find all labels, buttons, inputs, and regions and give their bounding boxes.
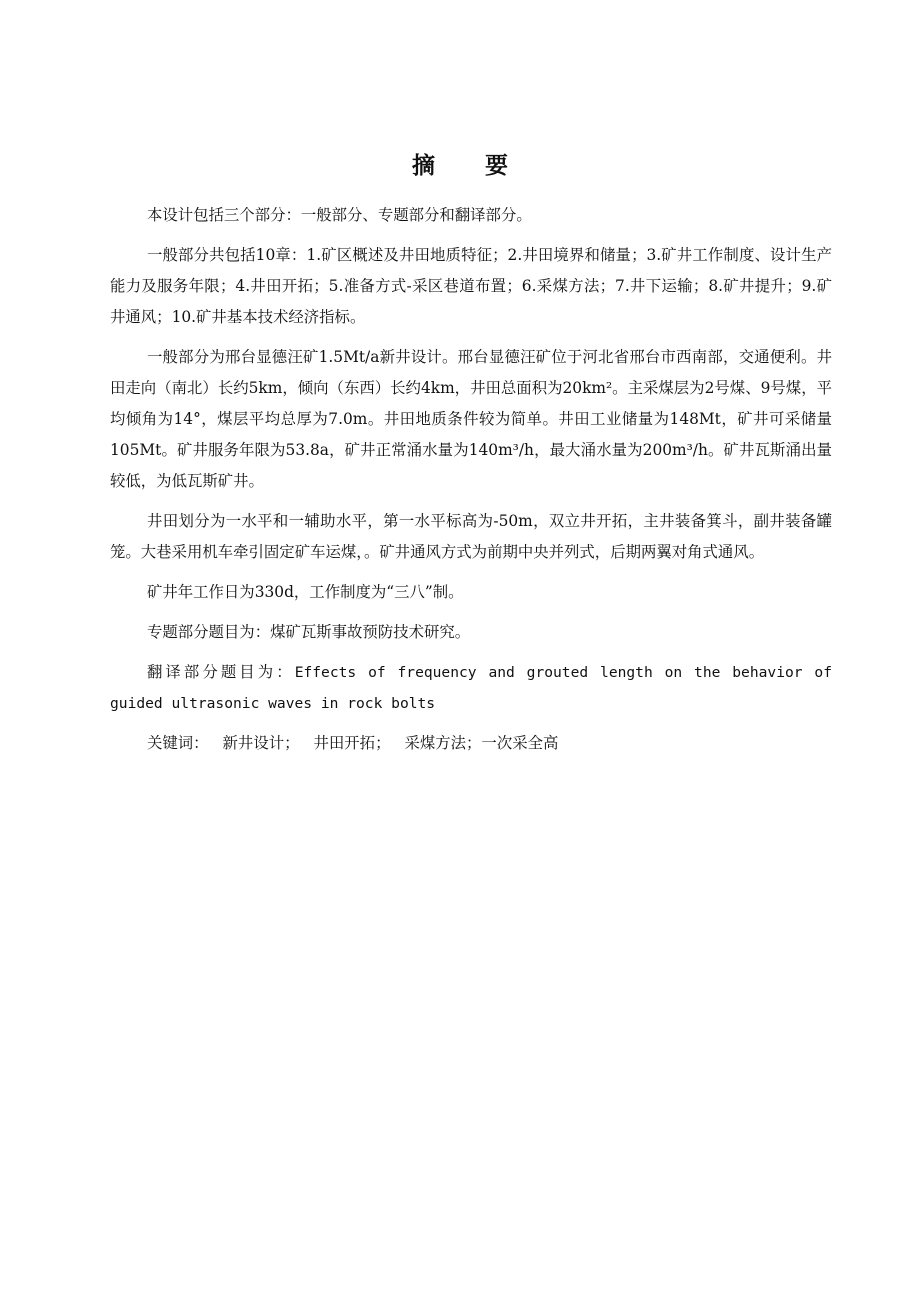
translation-label: 翻译部分题目为： bbox=[146, 663, 295, 681]
abstract-body bbox=[110, 200, 832, 768]
title-left-char: 摘 bbox=[412, 153, 435, 179]
abstract-paragraph-intro: 本设计包括三个部分：一般部分、专题部分和翻译部分。 bbox=[146, 206, 532, 224]
abstract-paragraph-development: 井田划分为一水平和一辅助水平，第一水平标高为-50m，双立井开拓，主井装备箕斗，副井装备罐笼。大巷采用机车牵引固定矿车运煤，。矿井通风方式为前期中央并列式，后期两翼对角式通风。 bbox=[110, 512, 832, 561]
abstract-paragraph-special-topic: 专题部分题目为：煤矿瓦斯事故预防技术研究。 bbox=[146, 623, 471, 641]
abstract-paragraph-work-schedule: 矿井年工作日为330d，工作制度为“三八”制。 bbox=[146, 583, 464, 601]
keywords-line bbox=[110, 728, 832, 759]
keyword-item: 新井设计； bbox=[222, 734, 300, 752]
keywords-label: 关键词： bbox=[146, 734, 209, 752]
keyword-item: 采煤方法；一次采全高 bbox=[404, 734, 559, 752]
abstract-paragraph-chapters: 一般部分共包括10章：1.矿区概述及井田地质特征；2.井田境界和储量；3.矿井工作制度、设计生产能力及服务年限；4.井田开拓；5.准备方式-采区巷道布置；6.采煤方法；7.井下运输；8.矿井提升；9.矿井通风；10.矿井基本技术经济指标。 bbox=[110, 246, 832, 326]
title-right-char: 要 bbox=[485, 153, 508, 179]
abstract-paragraph-translation bbox=[110, 657, 832, 719]
page-title bbox=[0, 147, 920, 180]
translation-title: Effects of frequency and grouted length on the behavior of guided ultrasonic waves in rock bolts bbox=[110, 664, 832, 712]
keyword-item: 井田开拓； bbox=[313, 734, 391, 752]
abstract-paragraph-mine-overview: 一般部分为邢台显德汪矿1.5Mt/a新井设计。邢台显德汪矿位于河北省邢台市西南部，交通便利。井田走向（南北）长约5km，倾向（东西）长约4km，井田总面积为20km²。主采煤层为2号煤、9号煤，平均倾角为14°，煤层平均总厚为7.0m。井田地质条件较为简单。井田工业储量为148Mt，矿井可采储量105Mt。矿井服务年限为53.8a，矿井正常涌水量为140m³/h，最大涌水量为200m³/h。矿井瓦斯涌出量较低，为低瓦斯矿井。 bbox=[110, 348, 832, 490]
